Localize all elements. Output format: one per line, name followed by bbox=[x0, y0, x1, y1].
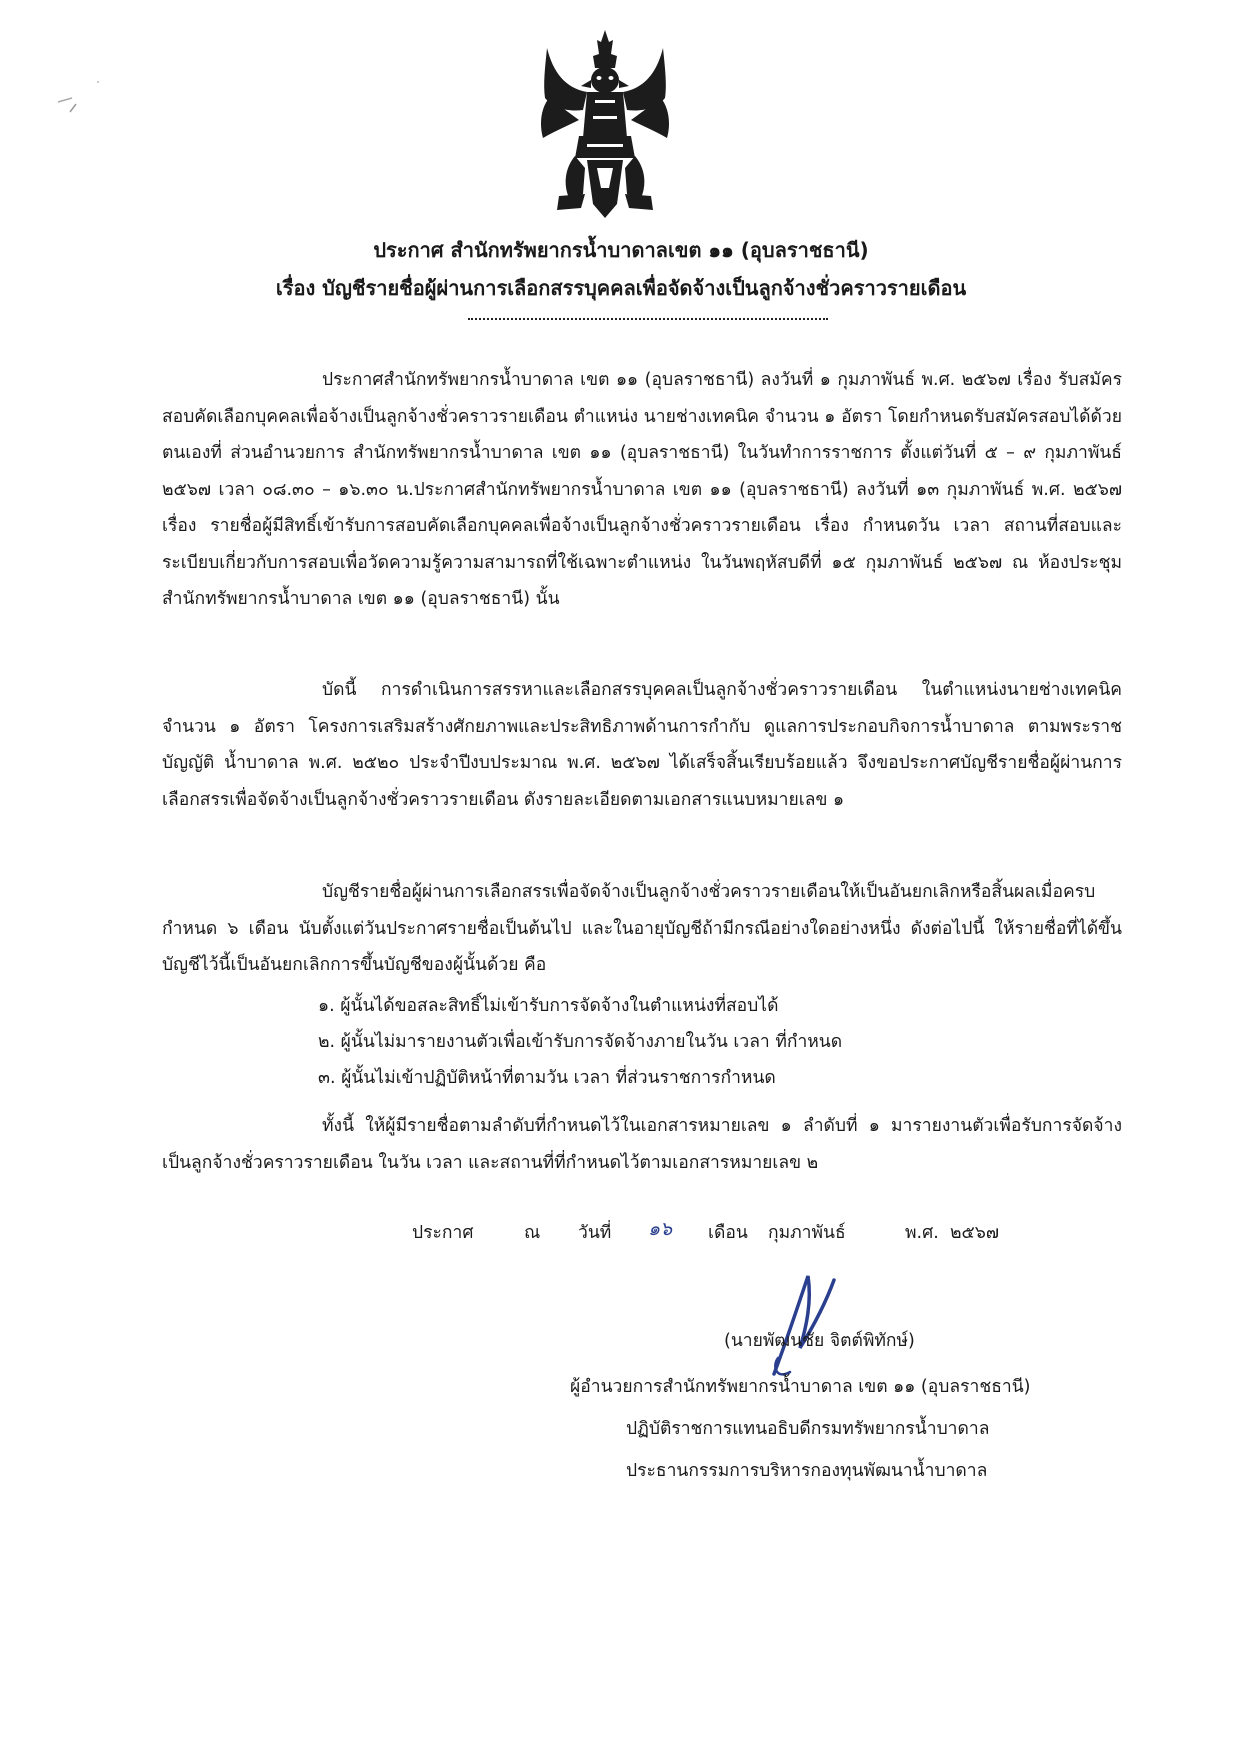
announce-at: ณ bbox=[524, 1223, 541, 1243]
year-value: ๒๕๖๗ bbox=[950, 1223, 1000, 1243]
handwritten-signature bbox=[716, 1262, 866, 1388]
signatory-name: (นายพัฒนชัย จิตต์พิทักษ์) bbox=[724, 1331, 915, 1351]
list-item: ๑. ผู้นั้นได้ขอสละสิทธิ์ไม่เข้ารับการจัดจ้างในตำแหน่งที่สอบได้ bbox=[318, 996, 779, 1016]
list-item: ๓. ผู้นั้นไม่เข้าปฏิบัติหน้าที่ตามวัน เวลา ที่ส่วนราชการกำหนด bbox=[318, 1068, 776, 1088]
signatory-chair: ประธานกรรมการบริหารกองทุนพัฒนาน้ำบาดาล bbox=[626, 1461, 988, 1481]
month-value: กุมภาพันธ์ bbox=[768, 1223, 846, 1243]
scan-mark bbox=[50, 70, 120, 130]
signatory-acting: ปฏิบัติราชการแทนอธิบดีกรมทรัพยากรน้ำบาดาล bbox=[626, 1419, 990, 1439]
garuda-emblem-icon bbox=[535, 28, 675, 220]
handwritten-day: ๑๖ bbox=[648, 1218, 673, 1240]
paragraph-report: ทั้งนี้ ให้ผู้มีรายชื่อตามลำดับที่กำหนดไว้ในเอกสารหมายเลข ๑ ลำดับที่ ๑ มารายงานตัวเพื่อรับการจัดจ้างเป็นลูกจ้างชั่วคราวรายเดือน ในวัน เวลา และสถานที่ที่กำหนดไว้ตามเอกสารหมายเลข ๒ bbox=[162, 1116, 1122, 1173]
list-item: ๒. ผู้นั้นไม่มารายงานตัวเพื่อเข้ารับการจัดจ้างภายในวัน เวลา ที่กำหนด bbox=[318, 1032, 843, 1052]
year-label: พ.ศ. bbox=[905, 1223, 939, 1243]
day-label: วันที่ bbox=[578, 1223, 612, 1243]
paragraph-background: ประกาศสำนักทรัพยากรน้ำบาดาล เขต ๑๑ (อุบลราชธานี) ลงวันที่ ๑ กุมภาพันธ์ พ.ศ. ๒๕๖๗ เรื่อง รับสมัครสอบคัดเลือกบุคคลเพื่อจ้างเป็นลูกจ้างชั่วคราวรายเดือน ตำแหน่ง นายช่างเทคนิค จำนวน ๑ อัตรา โดยกำหนดรับสมัครสอบได้ด้วยตนเองที่ ส่วนอำนวยการ สำนักทรัพยากรน้ำบาดาล เขต ๑๑ (อุบลราชธานี) ในวันทำการราชการ ตั้งแต่วันที่ ๕ – ๙ กุมภาพันธ์ ๒๕๖๗ เวลา ๐๘.๓๐ – ๑๖.๓๐ น.ประกาศสำนักทรัพยากรน้ำบาดาล เขต ๑๑ (อุบลราชธานี) ลงวันที่ ๑๓ กุมภาพันธ์ พ.ศ. ๒๕๖๗ เรื่อง รายชื่อผู้มีสิทธิ์เข้ารับการสอบคัดเลือกบุคคลเพื่อจ้างเป็นลูกจ้างชั่วคราวรายเดือน เรื่อง กำหนดวัน เวลา สถานที่สอบและระเบียบเกี่ยวกับการสอบเพื่อวัดความรู้ความสามารถที่ใช้เฉพาะตำแหน่ง ในวันพฤหัสบดีที่ ๑๕ กุมภาพันธ์ ๒๕๖๗ ณ ห้องประชุมสำนักทรัพยากรน้ำบาดาล เขต ๑๑ (อุบลราชธานี) นั้น bbox=[162, 370, 1122, 609]
document-subject: เรื่อง บัญชีรายชื่อผู้ผ่านการเลือกสรรบุคคลเพื่อจัดจ้างเป็นลูกจ้างชั่วคราวรายเดือน bbox=[275, 276, 967, 300]
signatory-position: ผู้อำนวยการสำนักทรัพยากรน้ำบาดาล เขต ๑๑ (อุบลราชธานี) bbox=[570, 1377, 1031, 1397]
month-label: เดือน bbox=[708, 1223, 748, 1243]
paragraph-conditions: บัญชีรายชื่อผู้ผ่านการเลือกสรรเพื่อจัดจ้างเป็นลูกจ้างชั่วคราวรายเดือนให้เป็นอันยกเลิกหรือสิ้นผลเมื่อครบกำหนด ๖ เดือน นับตั้งแต่วันประกาศรายชื่อเป็นต้นไป และในอายุบัญชีถ้ามีกรณีอย่างใดอย่างหนึ่ง ดังต่อไปนี้ ให้รายชื่อที่ได้ขึ้นบัญชีไว้นี้เป็นอันยกเลิกการขึ้นบัญชีของผู้นั้นด้วย คือ bbox=[162, 882, 1122, 975]
announce-word: ประกาศ bbox=[412, 1223, 474, 1243]
paragraph-result: บัดนี้ การดำเนินการสรรหาและเลือกสรรบุคคลเป็นลูกจ้างชั่วคราวรายเดือน ในตำแหน่งนายช่างเทคนิค จำนวน ๑ อัตรา โครงการเสริมสร้างศักยภาพและประสิทธิภาพด้านการกำกับ ดูแลการประกอบกิจการน้ำบาดาล ตามพระราชบัญญัติ น้ำบาดาล พ.ศ. ๒๕๒๐ ประจำปีงบประมาณ พ.ศ. ๒๕๖๗ ได้เสร็จสิ้นเรียบร้อยแล้ว จึงขอประกาศบัญชีรายชื่อผู้ผ่านการเลือกสรรเพื่อจัดจ้างเป็นลูกจ้างชั่วคราวรายเดือน ดังรายละเอียดตามเอกสารแนบหมายเลข ๑ bbox=[162, 680, 1122, 810]
document-title: ประกาศ สำนักทรัพยากรน้ำบาดาลเขต ๑๑ (อุบลราชธานี) bbox=[373, 238, 869, 262]
title-divider bbox=[468, 318, 828, 320]
